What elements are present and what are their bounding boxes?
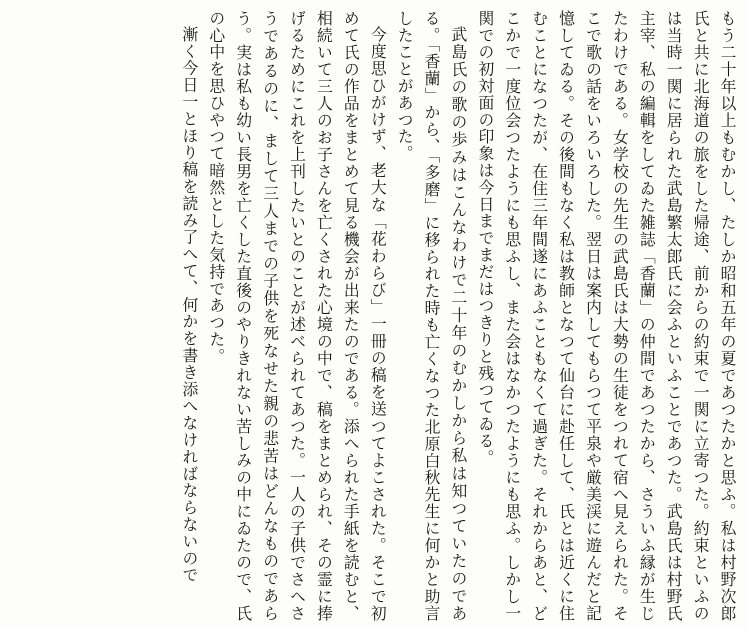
paragraph-1: もう二十年以上もむかし、たしか昭和五年の夏であつたかと思ふ。私は村野次郎氏と共に北海道の旅をした帰途、前からの約束で一関に立寄つた。約束といふのは当時一関に居られた武島繁太郎氏に会ふといふことであつた。武島氏は村野氏主宰、私の編輯をしてゐた雑誌「香蘭」の仲間であつたから、さういふ縁が生じたわけである。女学校の先生の武島氏は大勢の生徒をつれて宿へ見えられた。そこで歌の話をいろいろした。翌日は案内してもらつて平泉や厳美渓に遊んだと記憶してゐる。その後間もなく私は教師となつて仙台に赴任して、氏とは近くに住むことになつたが、在住三年間遂にあふこともなくて過ぎた。それからあと、どこかで一度位会つたようにも思ふし、また会はなかつたようにも思ふ。しかし一関での初対面の印象は今日までまだはつきりと残つてゐる。 <box>475 10 737 622</box>
paragraph-4: 漸く今日一とほり稿を読み了へて、何かを書き添へなければならないので <box>179 25 199 584</box>
paragraph-2: 武島氏の歌の歩みはこんなわけで二十年のむかしから私は知つていたのである。「香蘭」から、「多磨」に移られた時も亡くなつた北原白秋先生に何かと助言したことがあつた。 <box>395 10 468 622</box>
vertical-text-body <box>175 10 740 622</box>
paragraph-3: 今度思ひがけず、老大な「花わらび」一冊の稿を送つてよこされた。そこで初めて氏の作品をまとめて見る機会が出来たのである。添へられた手紙を読むと、相続いて三人のお子さんを亡くされた心境の中で、稿をまとめられ、その霊に捧げるためにこれを上刊したいとのことが述べられてあつた。一人の子供でさへさうであるのに、まして三人までの子供を死なせた親の悲苦はどんなものであらう。実は私も幼い長男を亡くした直後のやりきれない苦しみの中にゐたので、氏の心中を思ひやつて暗然とした気持であつた。 <box>206 10 388 622</box>
